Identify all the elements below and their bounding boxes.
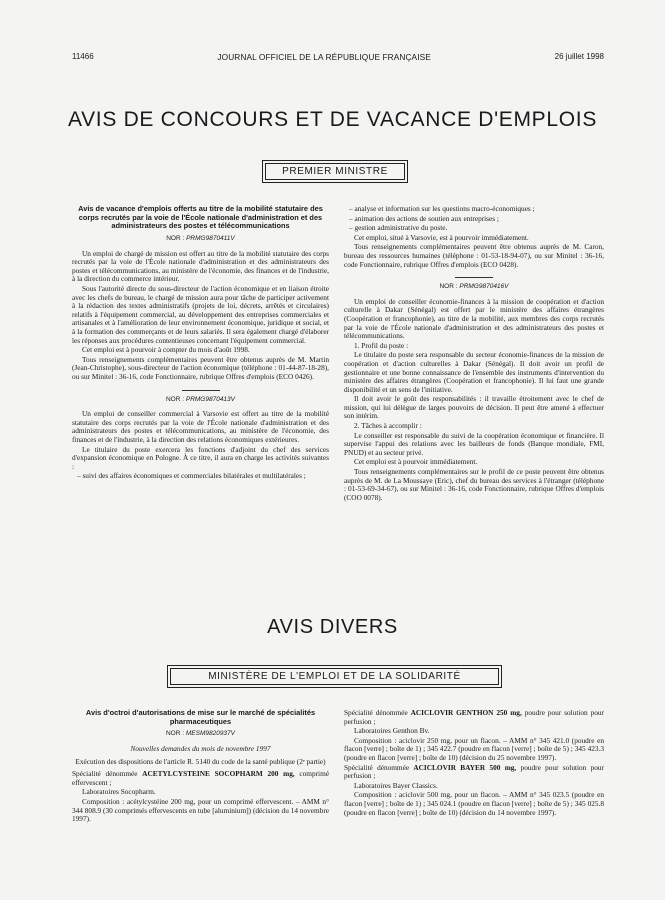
paragraph: Un emploi de conseiller économie-finances à la mission de coopération et d'action culturelle à Dakar (Sénégal) est offert par le ministère des affaires étrangères (Coopération et francophonie), au titre de la mobilité, aux membres des corps recrutés par la voie de l'École nationale d'administration et des administrateurs des postes et télécommunications. <box>344 296 604 341</box>
list-item: – animation des actions de soutien aux entreprises ; <box>349 213 499 223</box>
page-number: 11466 <box>72 52 94 61</box>
laboratory: Laboratoires Bayer Classics. <box>354 780 438 790</box>
paragraph: Tous renseignements complémentaires sur le profil de ce poste peuvent être obtenus auprès de M. de La Moussaye (Eric), chef du bureau des services à l'étranger (téléphone : 01-53-69-34-67), ou sur Minitel : 36-16, code Fonctionnaire, rubrique Offres d'emplois (COO 0078). <box>344 467 604 502</box>
column-1 <box>72 205 329 482</box>
paragraph: Un emploi de chargé de mission est offert au titre de la mobilité statutaire des corps recrutés par la voie de l'École nationale d'administration et des administrateurs des postes et télécommunications, au ministère de l'économie, des finances et de l'industrie, à la direction du commerce intérieur. <box>72 248 329 284</box>
ministry-box-emploi <box>167 665 502 688</box>
subheading: Exécution des dispositions de l'article R. 5140 du code de la santé publique (2ᵉ partie) <box>75 756 326 766</box>
paragraph: Cet emploi est à pourvoir immédiatement. <box>354 457 478 467</box>
paragraph: Cet emploi est à pourvoir à compter du mois d'août 1998. <box>82 345 250 355</box>
paragraph: Cet emploi, situé à Varsovie, est à pourvoir immédiatement. <box>354 232 529 242</box>
nor-reference: NOR : PRMG9870411V <box>166 235 235 243</box>
paragraph: Un emploi de conseiller commercial à Varsovie est offert au titre de la mobilité statutaire des corps recrutés par la voie de l'École nationale d'administration et des administrateurs des postes et télécommunications, au ministère de l'économie, des finances et de l'industrie, à la direction des relations économiques extérieures. <box>72 409 329 444</box>
composition: Composition : aciclovir 250 mg, pour un flacon. – AMM n° 345 421.0 (poudre en flacon [verre] ; boîte de 1) ; 345 422.7 (poudre en flacon [verre] ; boîte de 5) ; 345 423.3 (poudre en flacon [verre] ; boîte de 10) (décision du 25 novembre 1997). <box>344 735 604 762</box>
page-header <box>72 52 604 62</box>
nor-reference: NOR : PRMG9870416V <box>439 283 509 291</box>
specialty-line: Spécialité dénommée ACETYLCYSTEINE SOCOPHARM 200 mg, comprimé effervescent ; <box>72 769 329 787</box>
ministry-box-premier-ministre <box>262 160 408 183</box>
paragraph: Le conseiller est responsable du suivi de la coopération économique et financière. Il supervise l'appui des relations avec les bailleurs de fonds (Banque mondiale, FMI, PNUD) et au secteur privé. <box>344 430 604 457</box>
paragraph: Le titulaire du poste sera responsable du secteur économie-finances de la mission de coopération et d'action culturelles à Dakar (Sénégal). Il doit avoir un profil de gestionnaire et une bonne connaissance de l'ensemble des instruments d'intervention du ministère des affaires étrangères (Coopération et francophonie). Il lui faut une grande disponibilité et un sens de l'initiative. <box>344 350 604 394</box>
composition: Composition : aciclovir 500 mg, pour un flacon. – AMM n° 345 023.5 (poudre en flacon [verre] ; boîte de 1) ; 345 024.1 (poudre en flacon [verre] ; boîte de 5) ; 345 025.8 (poudre en flacon [verre] ; boîte de 10) (décision du 14 novembre 1997). <box>344 790 604 817</box>
paragraph: 2. Tâches à accomplir : <box>354 421 422 431</box>
main-title: AVIS DE CONCOURS ET DE VACANCE D'EMPLOIS <box>67 108 598 131</box>
list-item: – suivi des affaires économiques et commerciales bilatérales et multilatérales ; <box>77 471 306 481</box>
ministry-box-label: MINISTÈRE DE L'EMPLOI ET DE LA SOLIDARITÉ <box>170 668 499 685</box>
separator-rule <box>182 390 220 391</box>
notice-heading: Avis de vacance d'emplois offerts au titre de la mobilité statutaire des corps recrutés par la voie de l'École nationale d'administration et des administrateurs des postes et télécommunications <box>78 204 323 231</box>
ministry-box-label: PREMIER MINISTRE <box>265 163 405 180</box>
separator-rule <box>455 277 493 278</box>
paragraph: Tous renseignements complémentaires peuvent être obtenus auprès de M. Caron, bureau des ressources humaines (téléphone : 01-53-18-94-07), ou sur Minitel : 36-16, code Fonctionnaire, rubrique Offres d'emplois (ECO 0428). <box>344 242 604 269</box>
laboratory: Laboratoires Socopharm. <box>82 787 156 797</box>
list-item: – gestion administrative du poste. <box>349 223 448 233</box>
composition: Composition : acétylcystéine 200 mg, pour un comprimé effervescent. – AMM n° 344 808.9 (30 comprimés effervescents en tube [aluminium]) (décision du 14 novembre 1997). <box>72 796 329 824</box>
column-3 <box>72 709 329 825</box>
issue-date: 26 juillet 1998 <box>554 52 604 61</box>
nor-reference: NOR : MESM9820937V <box>165 730 235 738</box>
notice-heading: Avis d'octroi d'autorisations de mise sur le marché de spécialités pharmaceutiques <box>85 708 316 726</box>
paragraph: Tous renseignements complémentaires peuvent être obtenus auprès de M. Martin (Jean-Christophe), sous-directeur de l'action économique (téléphone : 01-44-87-18-28), ou sur Minitel : 36-16, code Fonctionnaire, rubrique Offres d'emplois (ECO 0426). <box>72 354 329 382</box>
paragraph: Le titulaire du poste exercera les fonctions d'adjoint du chef des services d'expansion économique en Pologne. À ce titre, il aura en charge les activités suivantes : <box>72 444 329 471</box>
section-title: AVIS DIVERS <box>267 616 398 638</box>
paragraph: 1. Profil du poste : <box>354 340 409 350</box>
subheading: Nouvelles demandes du mois de novembre 1997 <box>130 744 271 753</box>
nor-reference: NOR : PRMG9870413V <box>165 395 235 403</box>
paragraph: Sous l'autorité directe du sous-directeur de l'action économique et en liaison étroite avec les chefs de bureau, le chargé de mission aura pour tâche de participer activement à la rédaction des textes administratifs (projets de loi, décrets, arrêtés et circulaires) relatifs à l'équipement commercial, au développement des entreprises commerciales et artisanales et à l'amélioration de leur environnement économique, juridique et social, et à la formation des commerçants et de leurs salariés. Il sera également chargé d'élaborer les réponses aux procédures contentieuses concernant l'équipement commercial. <box>72 284 329 345</box>
list-item: – analyse et information sur les questions macro-économiques ; <box>349 204 535 213</box>
specialty-line: Spécialité dénommée ACICLOVIR BAYER 500 mg, poudre pour solution pour perfusion ; <box>344 762 604 781</box>
journal-title: JOURNAL OFFICIEL DE LA RÉPUBLIQUE FRANÇAISE <box>217 52 431 62</box>
specialty-line: Spécialité dénommée ACICLOVIR GENTHON 250 mg, poudre pour solution pour perfusion ; <box>344 708 605 726</box>
column-2 <box>344 205 604 503</box>
paragraph: Il doit avoir le goût des responsabilités : il travaille étroitement avec le chef de mission, qui lui délègue de larges pouvoirs de décision. Il peut être amené à effectuer son intérim. <box>344 394 604 421</box>
column-4 <box>344 709 604 818</box>
laboratory: Laboratoires Genthon Bv. <box>354 726 430 736</box>
